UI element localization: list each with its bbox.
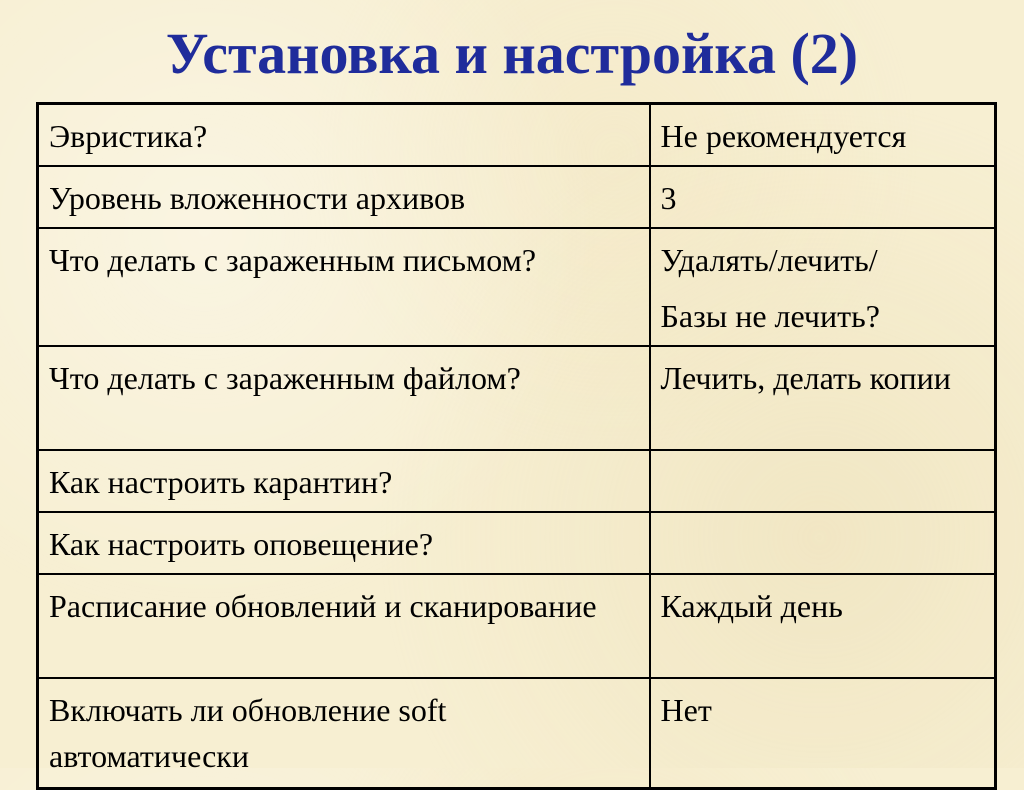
answer-cell <box>650 166 996 228</box>
table-row <box>38 678 996 788</box>
table-row <box>38 228 996 346</box>
table-row <box>38 346 996 450</box>
table-row <box>38 104 996 167</box>
answer-cell <box>650 512 996 574</box>
answer-cell <box>650 104 996 167</box>
answer-text: Каждый день <box>660 588 843 624</box>
answer-text: Базы не лечить? <box>660 298 880 334</box>
table-row <box>38 512 996 574</box>
question-cell: Что делать с зараженным письмом? <box>38 228 650 346</box>
answer-text: Удалять/лечить/ <box>660 242 878 278</box>
answer-text: Лечить, делать копии <box>660 360 951 396</box>
table-row <box>38 450 996 512</box>
table-row <box>38 166 996 228</box>
answer-cell <box>650 228 996 346</box>
settings-table <box>36 102 997 790</box>
answer-text: Не рекомендуется <box>660 118 907 154</box>
question-cell: Как настроить карантин? <box>38 450 650 512</box>
answer-cell <box>650 346 996 450</box>
question-cell: Эвристика? <box>38 104 650 167</box>
question-cell: Расписание обновлений и сканирование <box>38 574 650 678</box>
question-cell: Включать ли обновление soft автоматически <box>38 678 650 788</box>
answer-cell <box>650 450 996 512</box>
question-cell: Что делать с зараженным файлом? <box>38 346 650 450</box>
question-cell: Как настроить оповещение? <box>38 512 650 574</box>
answer-cell <box>650 678 996 788</box>
table-row <box>38 574 996 678</box>
answer-text: 3 <box>660 180 677 216</box>
slide-title: Установка и настройка (2) <box>165 21 859 86</box>
answer-text: Нет <box>660 692 712 728</box>
answer-cell <box>650 574 996 678</box>
question-cell: Уровень вложенности архивов <box>38 166 650 228</box>
